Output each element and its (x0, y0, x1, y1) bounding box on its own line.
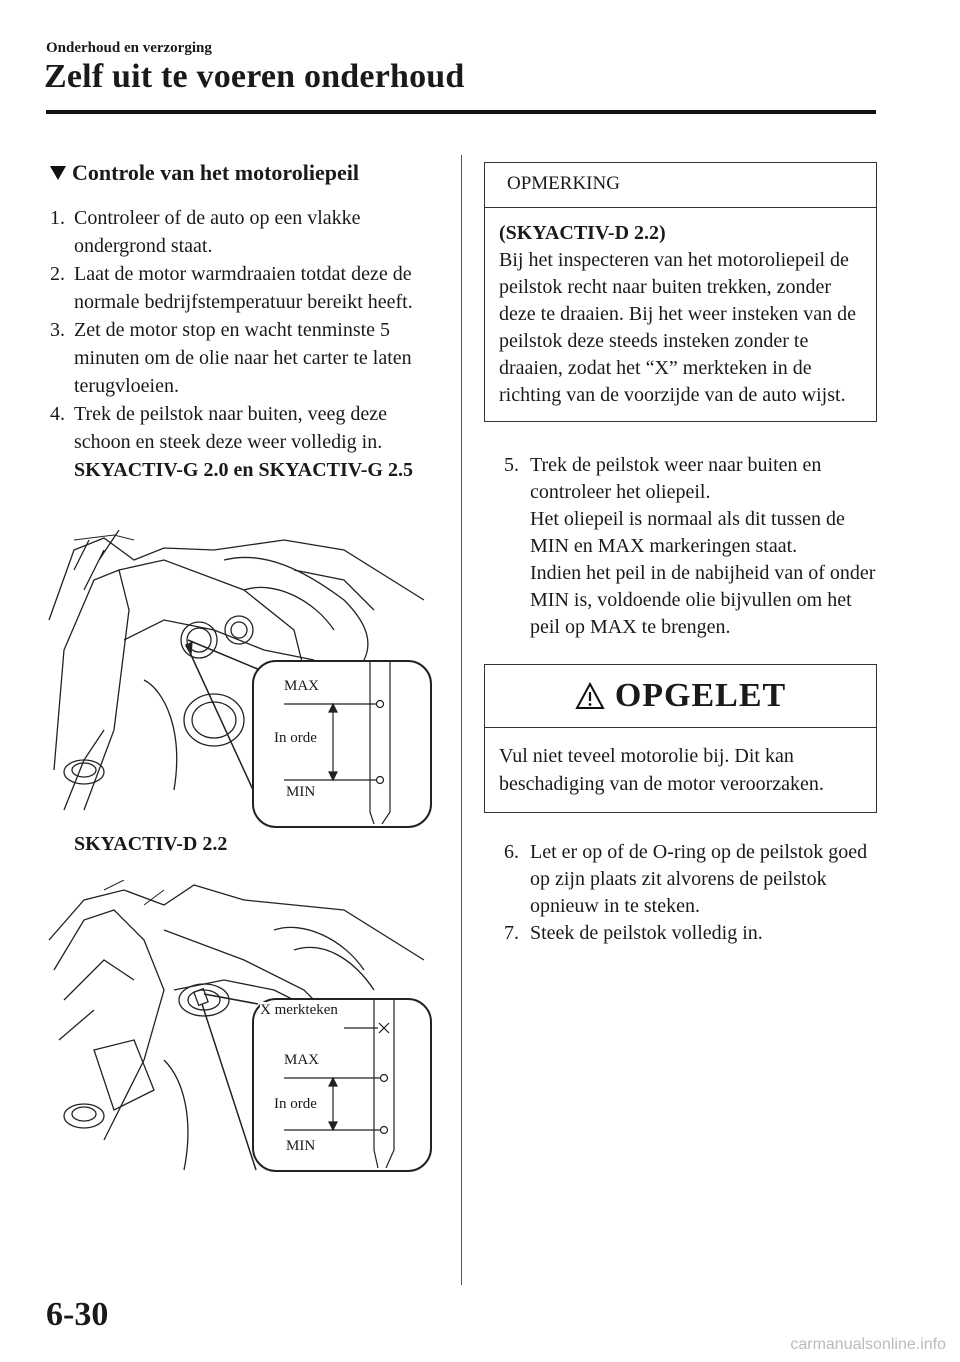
column-divider (461, 155, 462, 1285)
step-number: 7. (504, 922, 519, 944)
engine-illustration-d (44, 880, 434, 1180)
right-column (484, 162, 877, 947)
step-text: Let er op of de O-ring op de peilstok goed op zijn plaats zit alvorens de peilstok opnieuw in te steken. (530, 841, 868, 917)
step-item (50, 260, 440, 316)
min-label: MIN (286, 1138, 316, 1154)
warning-title: OPGELET (614, 677, 787, 714)
dipstick-callout-d (252, 998, 432, 1172)
step-item (504, 839, 877, 920)
note-text: Bij het inspecteren van het motoroliepeil de peilstok recht naar buiten trekken, zonder deze te draaien. Bij het weer insteken van de peilstok deze steeds insteken zonder te draaien, zodat het “X” merkteken in de richting van de voorzijde van de auto wijst. (499, 249, 857, 406)
step-text: Steek de peilstok volledig in. (530, 922, 763, 944)
note-subtitle: (SKYACTIV-D 2.2) (499, 222, 666, 244)
in-orde-label: In orde (274, 1096, 317, 1112)
step-item (50, 316, 440, 400)
step-number: 2. (50, 263, 65, 285)
watermark: carmanualsonline.info (790, 1336, 946, 1353)
max-label: MAX (284, 1052, 320, 1068)
steps-list (50, 204, 440, 484)
in-orde-label: In orde (274, 730, 317, 746)
min-label: MIN (286, 784, 316, 800)
warning-icon (575, 682, 605, 710)
step-detail: Het oliepeil is normaal als dit tussen de MIN en MAX markeringen staat. (530, 508, 845, 557)
step-text: Zet de motor stop en wacht tenminste 5 minuten om de olie naar het carter te laten terugvloeien. (74, 319, 412, 397)
left-column (50, 160, 440, 484)
dipstick-callout (252, 660, 432, 828)
max-label: MAX (284, 678, 320, 694)
step-number: 3. (50, 319, 65, 341)
step-text: Controleer of de auto op een vlakke ondergrond staat. (74, 207, 361, 257)
step-text-block (530, 452, 877, 641)
steps-list-right (484, 452, 877, 641)
step-number: 4. (50, 403, 65, 425)
header-rule (46, 110, 876, 114)
section-label: Onderhoud en verzorging (46, 40, 212, 56)
warning-box (484, 664, 877, 813)
step-number: 6. (504, 841, 519, 863)
step-item (50, 204, 440, 260)
engine-variant-d: SKYACTIV-D 2.2 (74, 833, 228, 855)
triangle-bullet-icon (50, 166, 66, 180)
section-heading-text: Controle van het motoroliepeil (72, 160, 359, 185)
note-box (484, 162, 877, 422)
note-title: OPMERKING (485, 163, 876, 208)
page-title: Zelf uit te voeren onderhoud (44, 58, 465, 95)
step-number: 5. (504, 454, 519, 476)
warning-header (485, 665, 876, 728)
engine-variant-g: SKYACTIV-G 2.0 en SKYACTIV-G 2.5 (74, 459, 413, 481)
step-item (504, 920, 877, 947)
x-mark-label: X merkteken (260, 1002, 338, 1018)
step-text: Trek de peilstok naar buiten, veeg deze schoon en steek deze weer volledig in. (74, 403, 388, 453)
step-item (50, 400, 440, 456)
step-number: 1. (50, 207, 65, 229)
steps-list-right-2 (484, 839, 877, 947)
warning-text: Vul niet teveel motorolie bij. Dit kan beschadiging van de motor veroorzaken. (499, 745, 824, 795)
step-text: Trek de peilstok weer naar buiten en controleer het oliepeil. (530, 454, 822, 503)
section-heading (50, 160, 440, 186)
note-body (485, 208, 876, 421)
step-detail: Indien het peil in de nabijheid van of onder MIN is, voldoende olie bijvullen om het peil op MAX te brengen. (530, 562, 876, 638)
engine-illustration-g (44, 530, 434, 830)
page-number: 6-30 (46, 1296, 109, 1333)
step-item (504, 452, 877, 641)
step-text: Laat de motor warmdraaien totdat deze de normale bedrijfstemperatuur bereikt heeft. (74, 263, 413, 313)
